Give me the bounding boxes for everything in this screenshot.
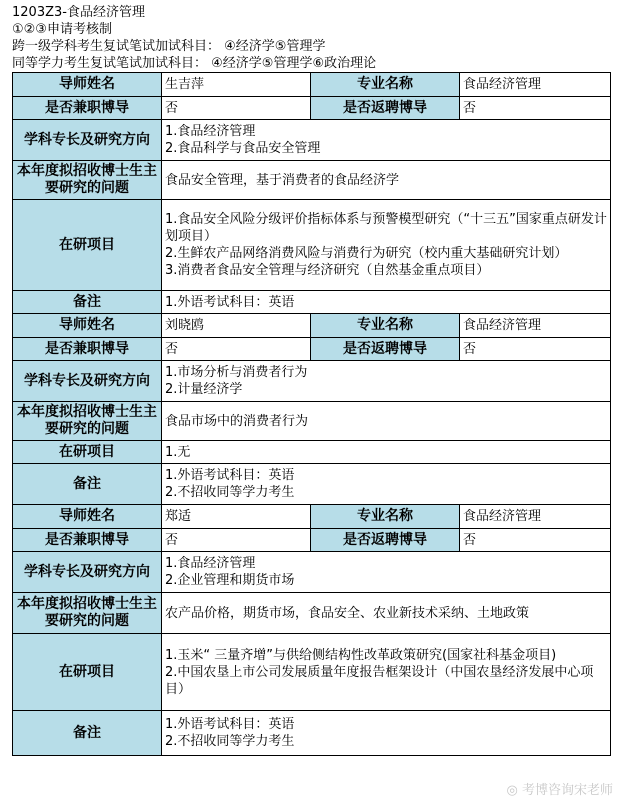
direction-label: 学科专长及研究方向 — [13, 120, 162, 161]
direction-item: 1.食品经济管理 — [165, 124, 256, 139]
problems-label: 本年度拟招收博士生主要研究的问题 — [13, 161, 162, 200]
advisor-name-label: 导师姓名 — [13, 73, 162, 97]
notes-label: 备注 — [13, 464, 162, 505]
rehired-value: 否 — [460, 529, 611, 552]
project-item: 3.消费者食品安全管理与经济研究（自然基金重点项目） — [165, 263, 490, 278]
direction-label: 学科专长及研究方向 — [13, 361, 162, 402]
part-time-value: 否 — [162, 338, 311, 361]
project-item: 1.无 — [165, 444, 191, 460]
advisor-name-value: 刘晓鸥 — [162, 314, 311, 338]
rehired-label: 是否返聘博导 — [311, 529, 460, 552]
equivalent-degree-exam-note: 同等学力考生复试笔试加试科目： ④经济学⑤管理学⑥政治理论 — [12, 56, 377, 71]
note-item: 2.不招收同等学力考生 — [165, 485, 295, 500]
watermark — [507, 779, 614, 798]
rehired-value: 否 — [460, 97, 611, 120]
part-time-label: 是否兼职博导 — [13, 97, 162, 120]
major-label: 专业名称 — [311, 314, 460, 338]
notes-value — [162, 711, 611, 756]
advisor-name-label: 导师姓名 — [13, 505, 162, 529]
direction-item: 2.计量经济学 — [165, 382, 243, 397]
project-item: 2.中国农垦上市公司发展质量年度报告框架设计（中国农垦经济发展中心项目） — [165, 664, 594, 697]
part-time-label: 是否兼职博导 — [13, 529, 162, 552]
admission-method: ①②③申请考核制 — [12, 22, 112, 37]
projects-label: 在研项目 — [13, 441, 162, 464]
rehired-value: 否 — [460, 338, 611, 361]
major-value: 食品经济管理 — [460, 505, 611, 529]
project-item: 1.玉米“ 三量齐增”与供给侧结构性改革政策研究(国家社科基金项目) — [165, 647, 557, 663]
project-item: 1.食品安全风险分级评价指标体系与预警模型研究（“十三五”国家重点研发计划项目） — [165, 212, 607, 244]
direction-label: 学科专长及研究方向 — [13, 552, 162, 593]
direction-item: 2.食品科学与食品安全管理 — [165, 141, 321, 156]
notes-value — [162, 464, 611, 505]
notes-label: 备注 — [13, 291, 162, 314]
page-header — [0, 0, 623, 72]
projects-value — [162, 200, 611, 291]
notes-label: 备注 — [13, 711, 162, 756]
advisor-name-value: 生吉萍 — [162, 73, 311, 97]
advisor-section — [12, 313, 611, 505]
rehired-label: 是否返聘博导 — [311, 338, 460, 361]
major-value: 食品经济管理 — [460, 73, 611, 97]
major-label: 专业名称 — [311, 505, 460, 529]
direction-item: 1.食品经济管理 — [165, 556, 256, 571]
rehired-label: 是否返聘博导 — [311, 97, 460, 120]
projects-label: 在研项目 — [13, 200, 162, 291]
projects-value — [162, 441, 611, 464]
cross-discipline-exam-note: 跨一级学科考生复试笔试加试科目： ④经济学⑤管理学 — [12, 39, 326, 54]
advisor-name-value: 郑适 — [162, 505, 311, 529]
notes-value — [162, 291, 611, 314]
direction-item: 2.企业管理和期货市场 — [165, 573, 295, 588]
problems-value: 食品安全管理，基于消费者的食品经济学 — [162, 161, 611, 200]
note-item: 2.不招收同等学力考生 — [165, 734, 295, 749]
project-item: 2.生鲜农产品网络消费风险与消费行为研究（校内重大基础研究计划） — [165, 246, 568, 261]
projects-value — [162, 634, 611, 711]
part-time-value: 否 — [162, 97, 311, 120]
note-item: 1.外语考试科目：英语 — [165, 294, 295, 310]
part-time-label: 是否兼职博导 — [13, 338, 162, 361]
direction-value — [162, 120, 611, 161]
part-time-value: 否 — [162, 529, 311, 552]
problems-label: 本年度拟招收博士生主要研究的问题 — [13, 593, 162, 634]
advisor-section — [12, 504, 611, 756]
major-value: 食品经济管理 — [460, 314, 611, 338]
direction-item: 1.市场分析与消费者行为 — [165, 365, 308, 380]
direction-value — [162, 552, 611, 593]
problems-value: 食品市场中的消费者行为 — [162, 402, 611, 441]
watermark-text: 考博咨询宋老师 — [521, 783, 613, 798]
advisor-section — [12, 72, 611, 314]
problems-value: 农产品价格，期货市场，食品安全、农业新技术采纳、土地政策 — [162, 593, 611, 634]
program-title: 1203Z3-食品经济管理 — [12, 5, 145, 20]
major-label: 专业名称 — [311, 73, 460, 97]
direction-value — [162, 361, 611, 402]
note-item: 1.外语考试科目：英语 — [165, 468, 295, 483]
projects-label: 在研项目 — [13, 634, 162, 711]
advisor-name-label: 导师姓名 — [13, 314, 162, 338]
note-item: 1.外语考试科目：英语 — [165, 717, 295, 732]
problems-label: 本年度拟招收博士生主要研究的问题 — [13, 402, 162, 441]
weibo-icon: ◎ — [506, 783, 522, 798]
